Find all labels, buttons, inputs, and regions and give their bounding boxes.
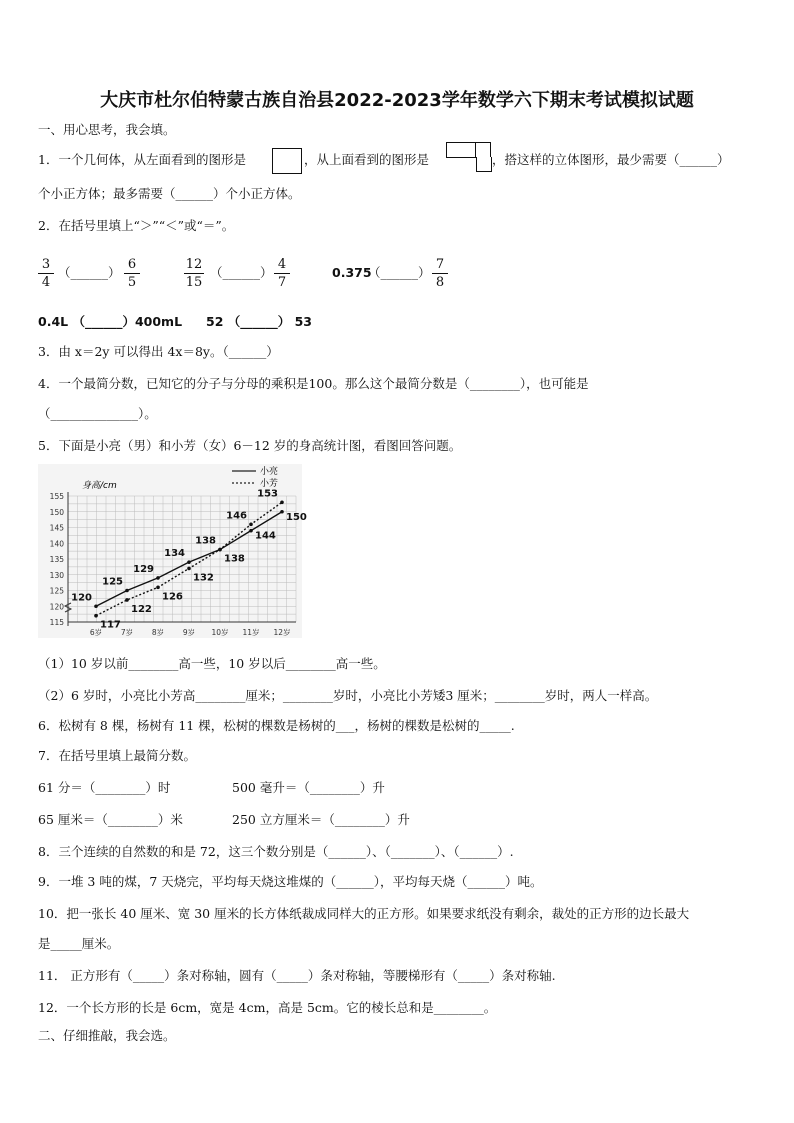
- x-tick-label: 11岁: [242, 628, 260, 637]
- q7-a: 61 分＝（________）时: [38, 780, 171, 795]
- numerator: 4: [274, 256, 290, 274]
- x-tick-label: 6岁: [89, 628, 103, 637]
- top-view-shape-1: [446, 142, 462, 158]
- x-tick-label: 10岁: [211, 628, 229, 637]
- numerator: 3: [38, 256, 54, 274]
- y-tick-label: 135: [49, 555, 64, 564]
- q7-d: 250 立方厘米＝（________）升: [232, 812, 410, 827]
- y-tick-label: 150: [49, 507, 64, 517]
- q2-row2-b: 52 （______） 53: [206, 314, 312, 329]
- q5-sub-1: （1）10 岁以前________高一些，10 岁以后________高一些。: [38, 656, 386, 671]
- y-tick-label: 155: [49, 492, 64, 501]
- point-xiaofang: [94, 614, 98, 618]
- fraction-6-5: [124, 256, 140, 291]
- top-view-shape-4: [476, 157, 492, 172]
- q4-text-b: （______________）。: [38, 406, 157, 421]
- fraction-12-15: [184, 256, 204, 291]
- denominator: 5: [127, 275, 137, 290]
- numerator: 12: [185, 257, 203, 272]
- point-xiaofang: [280, 501, 284, 505]
- fraction-7-8: [432, 256, 448, 291]
- y-tick-label: 115: [49, 618, 64, 627]
- data-label-xiaoliang: 144: [255, 530, 276, 542]
- q7-b: 500 毫升＝（________）升: [232, 780, 385, 795]
- x-tick-label: 8岁: [151, 628, 165, 637]
- q1-text-c: ，搭这样的立体图形，最少需要（______）: [492, 152, 730, 167]
- point-xiaoliang: [187, 560, 191, 564]
- left-view-shape-1: [272, 148, 288, 174]
- point-xiaofang: [249, 523, 253, 527]
- point-xiaofang: [125, 598, 129, 602]
- data-label-xiaofang: 122: [131, 603, 152, 615]
- point-xiaofang: [156, 586, 160, 590]
- q1-text-b: ，从上面看到的图形是: [304, 152, 430, 167]
- point-xiaoliang: [125, 589, 129, 593]
- compare-blank-2: （______）: [210, 265, 273, 280]
- page-title: 大庆市杜尔伯特蒙古族自治县2022-2023学年数学六下期末考试模拟试题: [100, 90, 694, 111]
- data-label-xiaoliang: 138: [195, 535, 216, 547]
- top-view-shape-3: [476, 142, 491, 158]
- data-label-xiaofang: 138: [224, 553, 245, 565]
- data-label-xiaofang: 126: [162, 591, 183, 603]
- q10-text-b: 是_____厘米。: [38, 936, 120, 951]
- y-tick-label: 130: [49, 570, 64, 580]
- q8-text: 8．三个连续的自然数的和是 72，这三个数分别是（______）、（_______）、（______）.: [38, 844, 514, 859]
- point-xiaofang: [218, 548, 222, 552]
- data-label-xiaofang: 153: [257, 488, 278, 500]
- data-label-xiaoliang: 134: [164, 548, 185, 560]
- data-label-xiaoliang: 129: [133, 563, 154, 575]
- section-2-heading: 二、仔细推敲，我会选。: [38, 1028, 176, 1043]
- point-xiaoliang: [280, 510, 284, 514]
- data-label-xiaoliang: 125: [102, 576, 123, 588]
- y-tick-label: 145: [49, 523, 64, 533]
- numerator: 6: [124, 256, 140, 274]
- q11-text: 11． 正方形有（_____）条对称轴，圆有（_____）条对称轴，等腰梯形有（_____）条对称轴.: [38, 968, 556, 983]
- data-label-xiaofang: 117: [100, 619, 121, 631]
- data-label-xiaofang: 146: [226, 510, 247, 522]
- legend-label-xiaoliang: 小亮: [260, 467, 279, 477]
- q12-text: 12．一个长方形的长是 6cm，宽是 4cm，高是 5cm。它的棱长总和是________。: [38, 1000, 497, 1015]
- q7-c: 65 厘米＝（________）米: [38, 812, 183, 827]
- height-line-chart: [38, 464, 307, 638]
- y-axis-title: 身高/cm: [82, 481, 117, 491]
- point-xiaoliang: [94, 604, 98, 608]
- left-view-shape-2: [287, 148, 302, 174]
- q5-intro: 5．下面是小亮（男）和小芳（女）6－12 岁的身高统计图，看图回答问题。: [38, 438, 462, 453]
- compare-blank-1: （______）: [58, 265, 121, 280]
- q1-text-d: 个小正方体；最多需要（______）个小正方体。: [38, 186, 301, 201]
- point-xiaoliang: [249, 529, 253, 533]
- q6-text: 6．松树有 8 棵，杨树有 11 棵，松树的棵数是杨树的___，杨树的棵数是松树的_____.: [38, 718, 515, 733]
- section-1-heading: 一、用心思考，我会填。: [38, 122, 176, 137]
- q7-intro: 7．在括号里填上最简分数。: [38, 748, 196, 763]
- x-tick-label: 7岁: [120, 628, 134, 637]
- q3-text: 3．由 x＝2y 可以得出 4x＝8y。（______）: [38, 344, 279, 359]
- data-label-xiaoliang: 150: [286, 511, 307, 523]
- q1-text-a: 1．一个几何体，从左面看到的图形是: [38, 152, 246, 167]
- fraction-4-7: [274, 256, 290, 291]
- x-tick-label: 12岁: [273, 628, 291, 637]
- q5-sub-2: （2）6 岁时，小亮比小芳高________厘米；________岁时，小亮比小芳矮3 厘米；________岁时，两人一样高。: [38, 688, 658, 703]
- q2-intro: 2．在括号里填上“＞”“＜”或“＝”。: [38, 218, 235, 233]
- denominator: 8: [435, 275, 445, 290]
- q10-text-a: 10．把一张长 40 厘米、宽 30 厘米的长方体纸裁成同样大的正方形。如果要求纸没有剩余，裁处的正方形的边长最大: [38, 906, 690, 921]
- numerator: 7: [432, 256, 448, 274]
- compare-blank-3: （______）: [368, 265, 431, 280]
- y-tick-label: 140: [49, 539, 64, 549]
- point-xiaofang: [187, 567, 191, 571]
- top-view-shape-2: [461, 142, 476, 158]
- q4-text-a: 4．一个最简分数，已知它的分子与分母的乘积是100。那么这个最简分数是（________），也可能是: [38, 376, 589, 391]
- y-tick-label: 125: [49, 586, 64, 596]
- data-label-xiaofang: 132: [193, 572, 214, 584]
- denominator: 15: [185, 275, 203, 290]
- legend-label-xiaofang: 小芳: [260, 479, 279, 489]
- data-label-xiaoliang: 120: [71, 592, 92, 604]
- denominator: 4: [41, 275, 51, 290]
- fraction-3-4: [38, 256, 54, 291]
- x-tick-label: 9岁: [182, 628, 196, 637]
- q2-row2-a: 0.4L （______）400mL: [38, 314, 183, 329]
- q9-text: 9．一堆 3 吨的煤，7 天烧完，平均每天烧这堆煤的（______），平均每天烧（______）吨。: [38, 874, 543, 889]
- decimal-0375: 0.375: [332, 265, 372, 280]
- y-tick-label: 120: [49, 602, 64, 612]
- point-xiaoliang: [156, 576, 160, 580]
- denominator: 7: [277, 275, 287, 290]
